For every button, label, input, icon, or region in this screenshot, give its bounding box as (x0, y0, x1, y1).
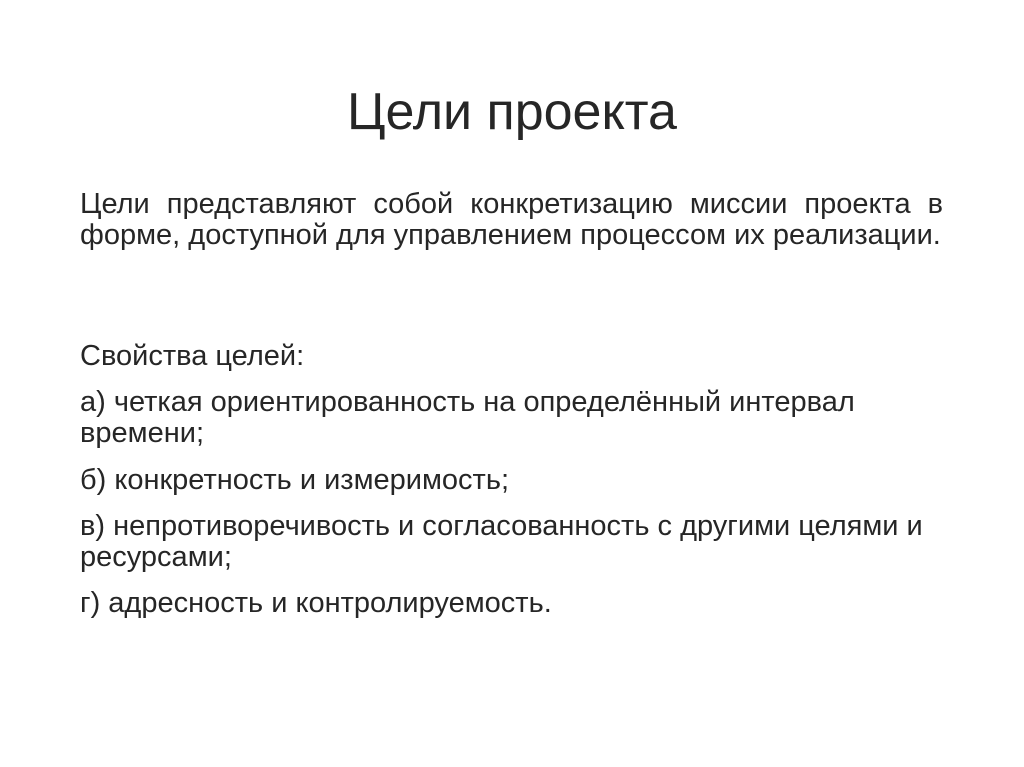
intro-paragraph: Цели представляют собой конкретизацию миссии проекта в форме, доступной для управлением процессом их реализации. (80, 188, 943, 251)
slide-body (80, 188, 943, 619)
property-item-a: а) четкая ориентированность на определённый интервал времени; (80, 386, 855, 449)
property-item-d: г) адресность и контролируемость. (80, 587, 552, 619)
properties-heading: Свойства целей: (80, 340, 305, 372)
slide-title: Цели проекта (347, 83, 677, 141)
property-item-c: в) непротиворечивость и согласованность с другими целями и ресурсами; (80, 510, 923, 573)
property-item-b: б) конкретность и измеримость; (80, 464, 509, 496)
